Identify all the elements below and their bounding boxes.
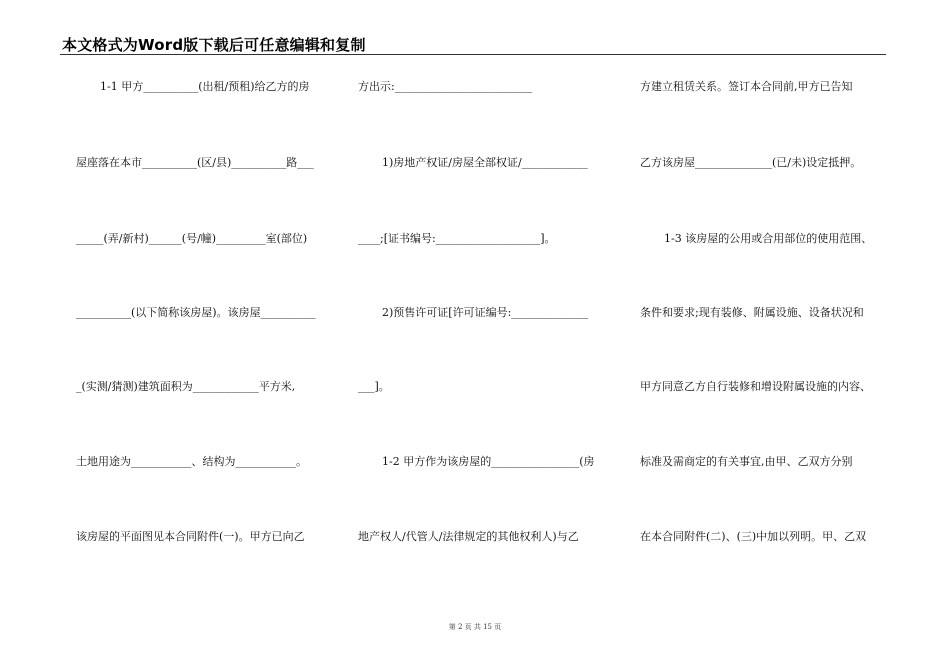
paragraph-line: 土地用途为___________、结构为___________。 xyxy=(76,455,307,468)
paragraph-line: 1-2 甲方作为该房屋的________________(房 xyxy=(382,455,595,468)
paragraph-line: 地产权人/代管人/法律规定的其他权利人)与乙 xyxy=(358,530,579,543)
paragraph-line: 乙方该房屋______________(已/未)设定抵押。 xyxy=(640,156,862,169)
paragraph-line: 屋座落在本市__________(区/县)__________路___ xyxy=(76,156,314,169)
paragraph-line: 条件和要求;现有装修、附属设施、设备状况和 xyxy=(640,306,864,319)
paragraph-line: 1-3 该房屋的公用或合用部位的使用范围、 xyxy=(664,232,873,245)
paragraph-line: 2)预售许可证[许可证编号:______________ xyxy=(382,306,589,319)
paragraph-line: 方建立租赁关系。签订本合同前,甲方已告知 xyxy=(640,80,853,93)
paragraph-line: 1)房地产权证/房屋全部权证/____________ xyxy=(382,156,588,169)
paragraph-line: 标准及需商定的有关事宜,由甲、乙双方分别 xyxy=(640,455,853,468)
paragraph-line: 甲方同意乙方自行装修和增设附属设施的内容、 xyxy=(640,380,871,393)
paragraph-line: ____;[证书编号:___________________]。 xyxy=(358,232,556,245)
page-number: 第 2 页 共 15 页 xyxy=(448,623,502,631)
paragraph-line: 1-1 甲方__________(出租/预租)给乙方的房 xyxy=(100,80,310,93)
header-divider xyxy=(60,54,886,55)
paragraph-line: _(实测/猜测)建筑面积为____________平方米, xyxy=(76,380,296,393)
paragraph-line: __________(以下简称该房屋)。该房屋__________ xyxy=(76,306,316,319)
paragraph-line: _____(弄/新村)______(号/幢)_________室(部位) xyxy=(76,232,308,245)
paragraph-line: 该房屋的平面图见本合同附件(一)。甲方已向乙 xyxy=(76,530,305,543)
paragraph-line: ___]。 xyxy=(358,380,390,393)
document-header-title: 本文格式为Word版下载后可任意编辑和复制 xyxy=(62,36,366,54)
paragraph-line: 方出示:_________________________ xyxy=(358,80,533,93)
paragraph-line: 在本合同附件(二)、(三)中加以列明。甲、乙双 xyxy=(640,530,867,543)
